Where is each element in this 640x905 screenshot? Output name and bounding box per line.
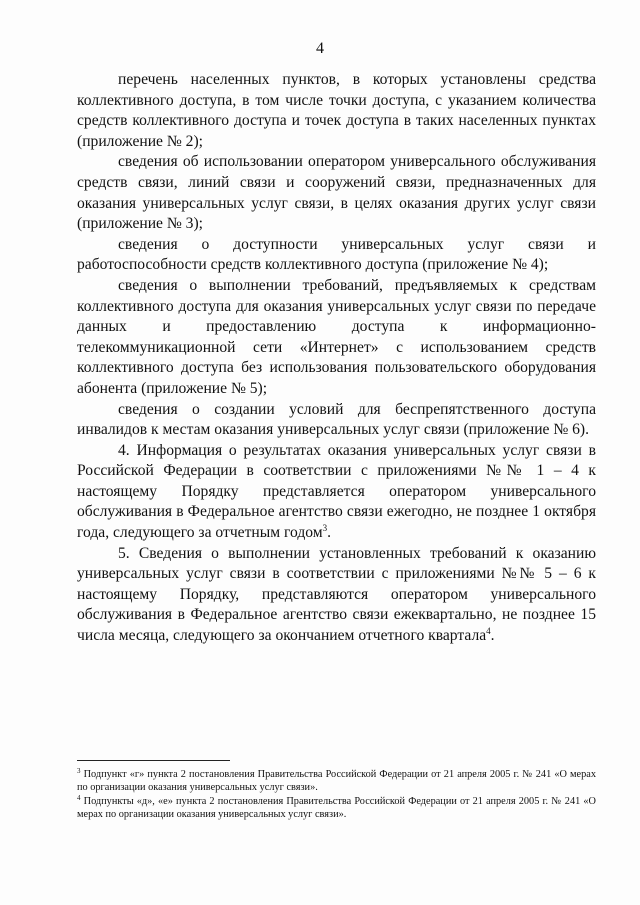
paragraph-text: сведения о доступности универсальных услуг связи и работоспособности средств коллективного доступа (приложение № 4); [77,235,596,274]
footnotes [77,768,596,821]
paragraph-list-item-4 [77,276,596,400]
paragraph-list-item-1 [77,70,596,152]
paragraph-text: сведения об использовании оператором универсального обслуживания средств связи, линий связи и сооружений связи, предназначенных для оказания универсальных услуг связи, в целях оказания других услуг связи (приложение № 3); [77,153,596,233]
footnote-divider [77,760,230,761]
paragraph-text: перечень населенных пунктов, в которых установлены средства коллективного доступа, в том числе точки доступа, с указанием количества средств коллективного доступа и точек доступа в таких населенных пунктах (приложение № 2); [77,71,596,150]
document-body [77,70,596,647]
footnote-text: Подпункт «г» пункта 2 постановления Правительства Российской Федерации от 21 апреля 2005 г. № 241 «О мерах по организации оказания универсальных услуг связи». [77,769,596,794]
paragraph-list-item-2 [77,152,596,234]
paragraph-text: 4. Информация о результатах оказания универсальных услуг связи в Российской Федерации в соответствии с приложениями №№ 1 – 4 к настоящему Порядку представляется оператором универсального обслуживания в Федеральное агентство связи ежегодно, не позднее 1 октября года, следующего за отчетным годом [77,441,596,542]
paragraph-list-item-5 [77,400,596,441]
page-number: 4 [316,40,324,57]
footnote-mark: 3 [77,767,81,775]
paragraph-list-item-3 [77,235,596,276]
paragraph-section-5: 5. Сведения о выполнении установленных требований к оказанию универсальных услуг связи в соответствии с приложениями №№ 5 – 6 к настоящему Порядку, представляются оператором универсального обслуживания в Федеральное агентство связи ежеквартально, не позднее 15 числа месяца, следующего за окончанием отчетного квартала$^4$. [77,544,596,645]
footnote-reference-3[interactable]: 3 [322,523,328,534]
paragraph-text: сведения о создании условий для беспрепятственного доступа инвалидов к местам оказания универсальных услуг связи (приложение № 6). [77,400,596,439]
footnote-3 [77,768,596,795]
paragraph-section-4: 4. Информация о результатах оказания универсальных услуг связи в Российской Федерации в соответствии с приложениями №№ 1 – 4 к настоящему Порядку представляется оператором универсального обслуживания в Федеральное агентство связи ежегодно, не позднее 1 октября года, следующего за отчетным годом$^3$. [77,441,596,542]
footnote-4 [77,795,596,822]
footnote-mark: 4 [77,793,81,802]
footnote-text: Подпункты «д», «е» пункта 2 постановления Правительства Российской Федерации от 21 апреля 2005 г. № 241 «О мерах по организации оказания универсальных услуг связи». [77,795,596,820]
paragraph-text: сведения о выполнении требований, предъявляемых к средствам коллективного доступа для оказания универсальных услуг связи по передаче данных и предоставлению доступа к информационно-телекоммуникационной сети «Интернет» с использованием средств коллективного доступа без использования пользовательского оборудования абонента (приложение № 5); [77,276,596,397]
footnote-reference-4[interactable]: 4 [486,626,491,637]
paragraph-text: 5. Сведения о выполнении установленных требований к оказанию универсальных услуг связи в соответствии с приложениями №№ 5 – 6 к настоящему Порядку, представляются оператором универсального обслуживания в Федеральное агентство связи ежеквартально, не позднее 15 числа месяца, следующего за окончанием отчетного квартала [77,544,596,645]
